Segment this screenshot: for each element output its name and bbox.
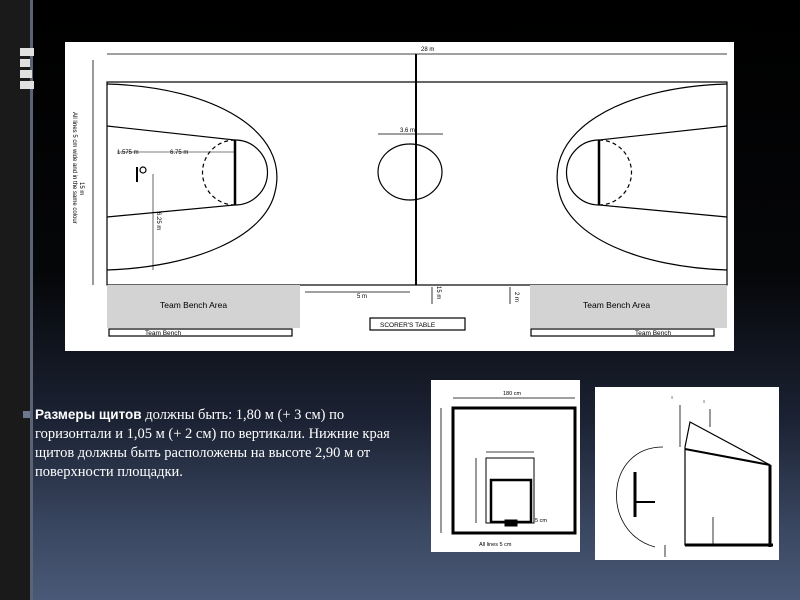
court-diagram [65,42,734,351]
target-square-outer [486,458,534,523]
circle-label: 3.6 m [400,128,416,134]
svg-text:≡: ≡ [703,399,706,404]
backboard-outline [453,408,575,533]
length-label: 28 m [421,47,435,53]
left-ft-circle [235,140,268,205]
support-arc [616,447,663,547]
side-note: All lines 5 cm wide and in the same colour [71,112,77,224]
court-svg [65,42,734,351]
backboard-side-label: 5 cm [535,518,547,524]
support-frame [685,422,770,545]
right-ft-circle [567,140,600,205]
small-label-1: 15 m [435,286,441,300]
left-key [107,126,235,217]
right-three-point-arc [557,84,727,270]
ft-label-a: 1.575 m [117,150,139,156]
scorer-label: SCORER'S TABLE [380,322,436,329]
arc-label: 6.25 m [155,212,161,231]
decorative-bars-icon [20,48,34,98]
gap-label: 5 m [357,294,368,300]
left-bench [109,329,292,336]
bullet-icon [23,411,30,418]
right-bench [531,329,714,336]
small-label-2: 2 m [513,292,519,303]
body-text [35,405,420,482]
left-bench-label: Team Bench [145,330,182,337]
right-bench-area-label: Team Bench Area [583,300,651,310]
backboard-bottom-label: All lines 5 cm [479,542,512,548]
body-lead: Размеры щитов [35,407,142,422]
width-label: 15 m [78,182,84,196]
backboard-top-label: 180 cm [503,391,522,397]
left-bench-area-label: Team Bench Area [160,300,228,310]
right-bench-label: Team Bench [635,330,672,337]
svg-text:≡: ≡ [671,395,674,400]
backboard-mount [505,520,517,526]
ft-label-b: 6.75 m [170,150,189,156]
right-key [599,126,727,217]
backboard-front-diagram [431,380,580,552]
body-rest: должны быть: 1,80 м (+ 3 см) по горизонтали и 1,05 м (+ 2 см) по вертикали. Нижние края щитов должны быть расположены на высоте 2,90 м от поверхности площадки. [35,407,390,480]
center-circle [378,144,442,200]
left-three-point-arc [107,84,277,270]
support-side-diagram [595,387,779,560]
left-hoop [140,167,146,173]
target-square [491,480,531,522]
